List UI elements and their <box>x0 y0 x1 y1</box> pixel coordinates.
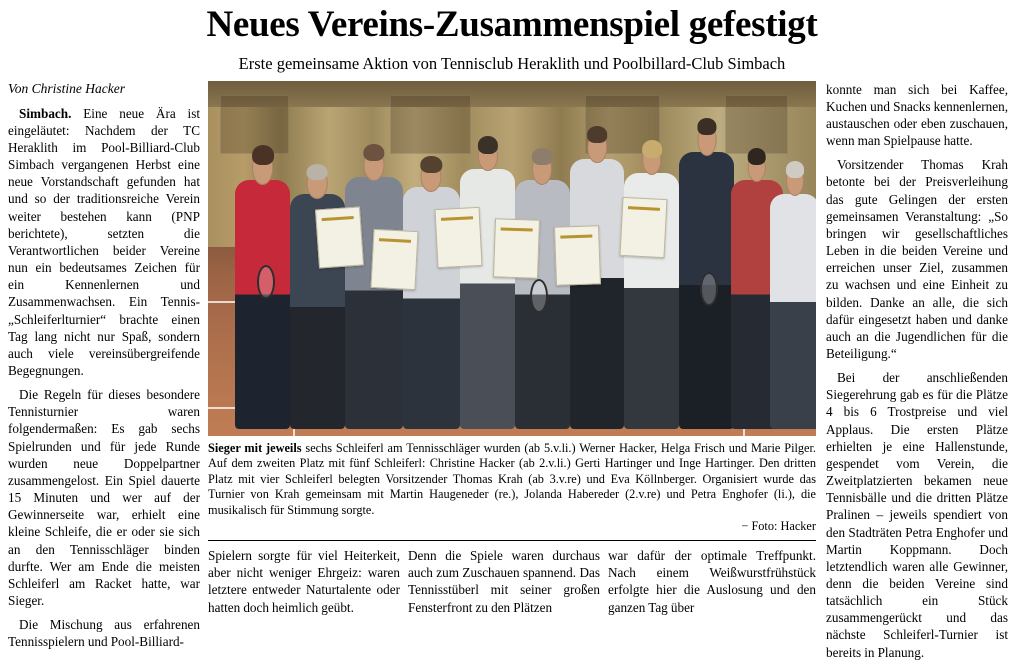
caption-lead: Sieger mit jeweils <box>208 440 302 455</box>
photo-person-hair <box>747 148 766 165</box>
photo-wall-panel <box>220 95 289 154</box>
caption-text: sechs Schleiferl am Tennisschläger wurden (ab 5.v.li.) Werner Hacker, Helga Frisch und Marie Pilger. Auf dem zweiten Platz mit fünf Schleiferl: Christine Hacker (ab 2.v.li.) Gerti Hartinger und Inge Hartinger. Den dritten Platz mit vier Schleiferl belegten Vorsitzender Thomas Krah (ab 3.v.re) und Eva Köllnberger. Organisiert wurde das Turnier von Krah gemeinsam mit Martin Haugeneder (re.), Jolanda Habereder (2.v.re) und Petra Enghofer (li.), die musikalisch für Stimmung sorgte. <box>208 440 817 517</box>
photo-wall-panel <box>390 95 471 154</box>
paragraph-left-2: Die Regeln für dieses besondere Tennisturnier waren folgendermaßen: Es gab sechs Spielrunden und für jede Runde wurden neue Doppelpartner zusammengelost. Ein Spiel dauerte 15 Minuten und wer auf der Gewinnerseite war, erhielt eine kleine Schleife, die er oder sie sich an den Tennisschläger binden durfte. Wer am Ende die meisten Schleiferl am Racket hatte, war Sieger. <box>8 387 200 609</box>
photo-person-hair <box>786 161 804 177</box>
bottom-columns <box>208 547 816 616</box>
photo-tennis-racket <box>257 265 275 299</box>
paragraph-bottom-3: war dafür der optimale Treffpunkt. Nach einem Weißwurstfrühstück erfolgte hier die Auslosung und den ganzen Tag über <box>608 548 816 615</box>
paragraph-right-1: konnte man sich bei Kaffee, Kuchen und Snacks kennenlernen, austauschen oder eben zuschauen, wenn man Spielpause hatte. <box>826 81 1008 149</box>
photo-person-hair <box>421 156 442 173</box>
photo-person-hair <box>307 164 328 180</box>
photo-certificate <box>434 207 482 268</box>
bottom-column-1 <box>208 547 408 616</box>
photo-person-hair <box>252 145 274 165</box>
bottom-column-3 <box>608 547 816 616</box>
subheadline: Erste gemeinsame Aktion von Tennisclub Heraklith und Poolbillard-Club Simbach <box>238 53 786 73</box>
paragraph-right-2: Vorsitzender Thomas Krah betonte bei der Preisverleihung das gute Gelingen der ersten gemeinsamen Veranstaltung: „So bringen wir gesellschaftliches Leben in die beiden Vereine und erreichen unser Ziel, zusammen zu wachsen und eine Einheit zu bilden. Danke an alle, die sich dafür eingesetzt haben und danke auch an die Jugendlichen für die Beteiligung.“ <box>826 157 1008 361</box>
photo-person <box>770 194 816 428</box>
photo-person <box>235 180 290 429</box>
photo-scene <box>208 81 816 436</box>
photo-credit: − Foto: Hacker <box>741 519 816 534</box>
newspaper-page <box>0 4 1024 660</box>
paragraph-bottom-2: Denn die Spiele waren durchaus auch zum Zuschauen spannend. Das Tennisstüberl mit seiner großen Fensterfront zu den Plätzen <box>408 548 600 615</box>
paragraph-lead-text: Eine neue Ära ist eingeläutet: Nachdem der TC Heraklith im Pool-Billiard-Club Simbach vergangenen Herbst eine neue Vorstandschaft gefunden hat und so der traditionsreiche Verein weiter bestehen kann (PNP berichtete), setzten die Verantwortlichen beider Vereine nun ein bedeutsames Zeichen für ein Kennenlernen und Zusammenwachsen. Ein Tennis-„Schleiferlturnier“ brachte einen Tag lang nicht nur Spaß, sondern auch viele vereinsübergreifende Begegnungen. <box>8 105 200 378</box>
photo-person-hair <box>363 144 384 162</box>
photo-certificate <box>620 197 668 258</box>
photo-person-hair <box>587 126 607 142</box>
paragraph-bottom-1: Spielern sorgte für viel Heiterkeit, aber nicht weniger Ehrgeiz: waren letztere entweder Naturtalente oder hatten doch heimlich geübt. <box>208 548 400 615</box>
paragraph-lead <box>8 105 200 380</box>
left-column <box>8 81 208 651</box>
photo-wall-panel <box>725 95 788 154</box>
photo-person-hair <box>642 140 662 158</box>
photo-person-hair <box>532 148 552 165</box>
divider <box>208 540 816 541</box>
photo-certificate <box>371 229 419 290</box>
photo-person-hair <box>478 136 498 154</box>
paragraph-left-3: Die Mischung aus erfahrenen Tennisspielern und Pool-Billiard- <box>8 617 200 650</box>
center-column <box>208 81 816 616</box>
paragraph-right-3: Bei der anschließenden Siegerehrung gab es für die Plätze 4 bis 6 Trostpreise und viel Applaus. Die ersten Plätze erhielten je eine Hallenstunde, gespendet vom Verein, die Zweitplatzierten bekamen neue Tennisbälle und die dritten Plätze Pralinen – jeweils spendiert von den Stadträten Petra Enghofer und Martin Koppmann. Doch letztendlich waren alle Gewinner, denn die beiden Vereine sind tatsächlich ein Stück zusammengerückt und das nächste Schleiferl-Turnier ist bereits in Planung. <box>826 370 1008 660</box>
byline: Von Christine Hacker <box>8 80 125 96</box>
article-photo <box>208 81 816 436</box>
right-column <box>816 81 1008 661</box>
photo-person <box>570 159 625 429</box>
photo-certificate <box>493 218 540 278</box>
photo-person-hair <box>697 118 716 135</box>
photo-certificate <box>554 225 601 285</box>
page-title: Neues Vereins-Zusammenspiel gefestigt <box>206 4 818 45</box>
bottom-column-2 <box>408 547 608 616</box>
photo-caption <box>208 441 816 518</box>
photo-certificate <box>315 207 364 269</box>
dateline: Simbach. <box>19 105 72 121</box>
article-columns <box>8 81 1016 661</box>
